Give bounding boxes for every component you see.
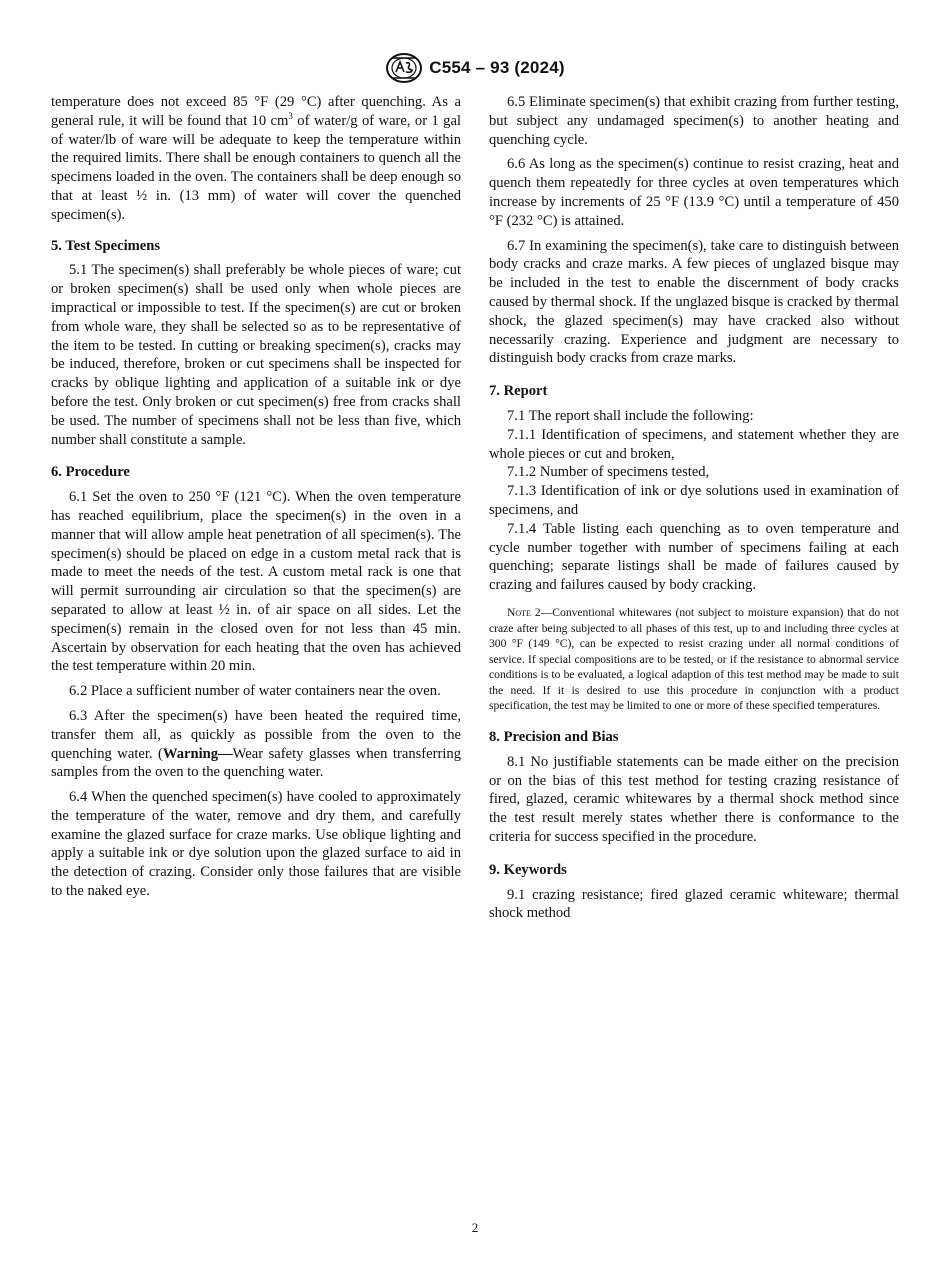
paragraph-6-2: 6.2 Place a sufficient number of water containers near the oven. — [69, 683, 441, 700]
astm-logo-icon — [385, 52, 423, 84]
section-title-precision-bias: 8. Precision and Bias — [489, 729, 619, 746]
paragraph-6-1: 6.1 Set the oven to 250 °F (121 °C). When the oven temperature has reached equilibrium, place the specimen(s) in the oven in a manner that will allow ample heat penetration of all specimen(s). The specimen(s) should be placed on edge in a custom metal rack that is made to meet the needs of the test. A custom metal rack is one that will permit surrounding air circulation so that the specimen(s) are separated to allow at least ½ in. of air space on all sides. Let the specimen(s) remain in the closed oven for not less than 45 min. Ascertain by observation for each heating that the oven has achieved the test temperature within 20 min. — [51, 489, 461, 675]
paragraph-7-1-2: 7.1.2 Number of specimens tested, — [507, 464, 710, 481]
paragraph-6-7: 6.7 In examining the specimen(s), take care to distinguish between body cracks and craze marks. A few pieces of unglazed bisque may be included in the test to enable the discernment of body cracks caused by thermal shock. If the unglazed bisque is cracked by thermal shock, the glazed specimen(s) may have cracked also without necessarily crazing. Experience and judgment are necessary to distinguish body cracks from craze marks. — [489, 237, 899, 367]
section-title-test-specimens: 5. Test Specimens — [51, 237, 161, 254]
paragraph-7-1-4: 7.1.4 Table listing each quenching as to oven temperature and cycle number together with number of specimens failing at each quenching; separate listings shall be made of failures caused by crazing and failures caused by body cracking. — [489, 520, 899, 594]
paragraph-continued: temperature does not exceed 85 °F (29 °C) after quenching. As a general rule, it will be found that 10 $cm^3$ of water/g of ware, or 1 gal of water/lb of ware will be adequate to keep the temperature within the required limits. There shall be enough containers to quench all the specimens loaded in the oven. The containers shall be deep enough so that at least ½ in. (13 mm) of water will cover the quenched specimen(s). — [51, 94, 461, 223]
paragraph-5-1: 5.1 The specimen(s) shall preferably be whole pieces of ware; cut or broken specimen(s) shall be used only when whole pieces are impractical or impossible to test. If the specimen(s) are cut or broken from whole ware, they shall be selected so as to be representative of the item to be tested. In cutting or breaking specimen(s), cracks may be induced, therefore, broken or cut specimens shall be inspected for cracks by oblique lighting and application of a suitable ink or dye before the test. Only broken or cut specimen(s) free from cracks shall be used. The number of specimens shall not be less than five, which number shall constitute a sample. — [51, 262, 461, 448]
section-title-report: 7. Report — [489, 383, 548, 400]
note-2: Note 2—Conventional whitewares (not subject to moisture expansion) that do not craze after being subjected to all phases of this test, up to and including three cycles at 300 °F (149 °C), can be expected to resist crazing under all normal conditions of service. If special compositions are to be tested, or if the resistance to abnormal service conditions is to be evaluated, a logical adaption of this test method may be made to suit the need. If it is desired to use this procedure in conjunction with a product specification, the test may be limited to one or more of these specified temperatures. — [489, 605, 899, 713]
standard-designation: C554 – 93 (2024) — [429, 58, 565, 77]
page-header — [0, 52, 950, 84]
left-column — [51, 93, 461, 907]
paragraph-6-6: 6.6 As long as the specimen(s) continue to resist crazing, heat and quench them repeatedly for three cycles at oven temperatures which increase by increments of 25 °F (13.9 °C) until a temperature of 450 °F (232 °C) is attained. — [489, 156, 899, 229]
paragraph-8-1: 8.1 No justifiable statements can be made either on the precision or on the bias of this test method for testing crazing resistance of fired, glazed, ceramic whitewares by a thermal shock method since the test result merely states whether there is conformance to the criteria for success specified in the procedure. — [489, 753, 899, 846]
section-title-procedure: 6. Procedure — [51, 464, 130, 481]
paragraph-7-1-3: 7.1.3 Identification of ink or dye solutions used in examination of specimens, and — [489, 483, 899, 518]
paragraph-7-1-1: 7.1.1 Identification of specimens, and statement whether they are whole pieces or cut and broken, — [489, 426, 899, 462]
paragraph-6-3: 6.3 After the specimen(s) have been heated the required time, transfer them all, as quickly as possible from the oven to the quenching water. (Warning—Wear safety glasses when transferring samples from the oven to the quenching water. — [51, 707, 461, 781]
warning-label: Warning— — [162, 745, 233, 762]
paragraph-6-5: 6.5 Eliminate specimen(s) that exhibit crazing from further testing, but subject any undamaged specimen(s) to another heating and quenching cycle. — [489, 94, 899, 148]
right-column — [489, 93, 899, 929]
paragraph-6-4: 6.4 When the quenched specimen(s) have cooled to approximately the temperature of the water, remove and dry them, and carefully examine the glazed surface for craze marks. Use oblique lighting and apply a suitable ink or dye solution upon the glazed surface to aid in the detection of crazing. Consider only those failures that are visible to the naked eye. — [51, 789, 461, 900]
paragraph-9-1: 9.1 crazing resistance; fired glazed ceramic whiteware; thermal shock method — [489, 886, 899, 922]
paragraph-7-1: 7.1 The report shall include the following: — [507, 407, 754, 424]
section-title-keywords: 9. Keywords — [489, 861, 567, 878]
page-number: 2 — [471, 1220, 479, 1235]
